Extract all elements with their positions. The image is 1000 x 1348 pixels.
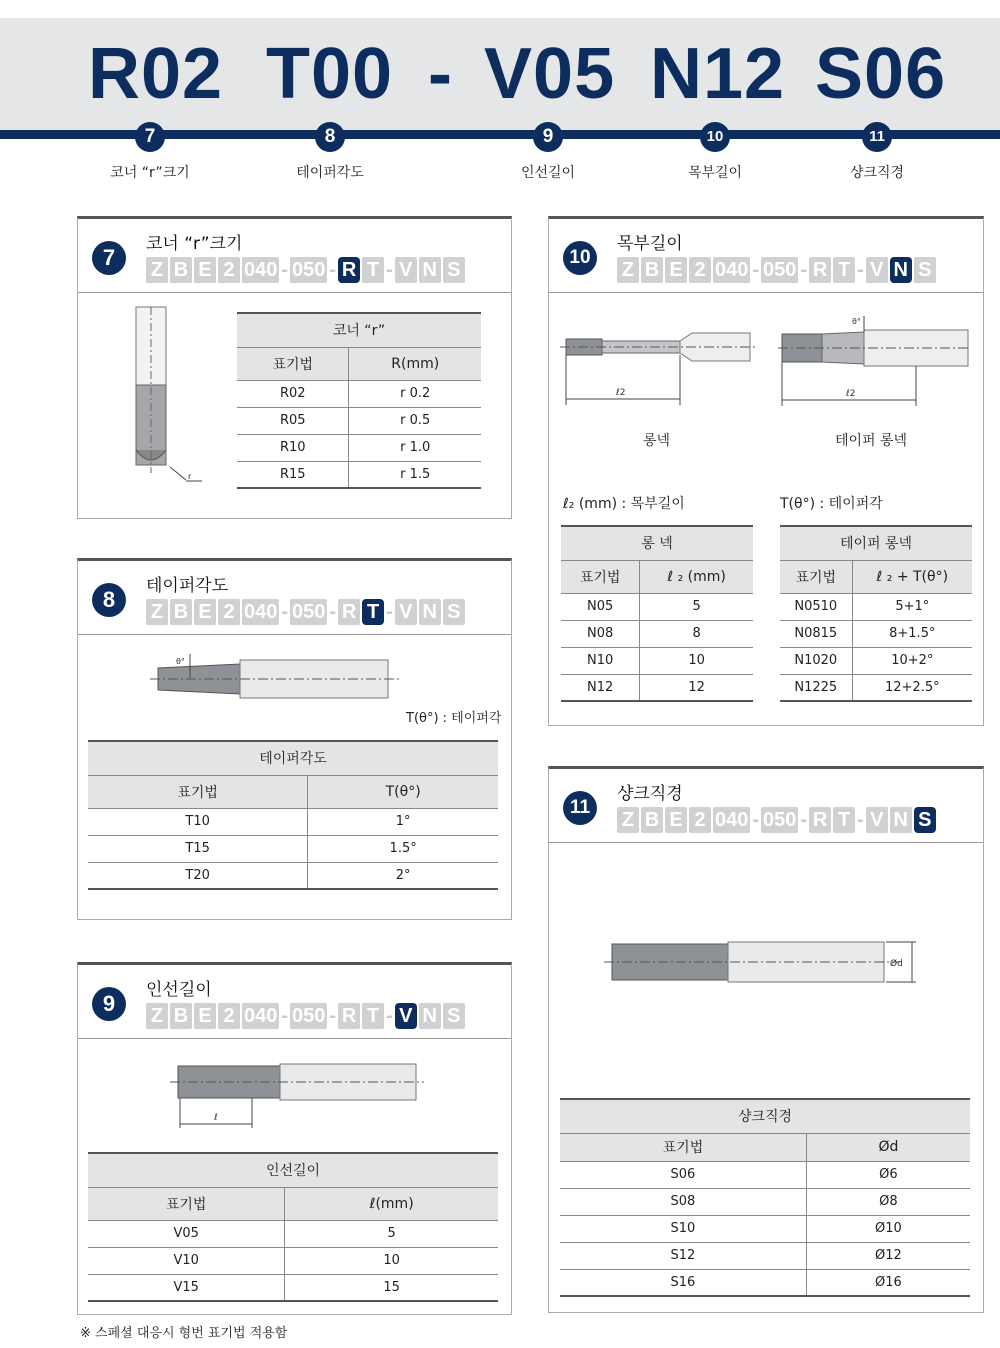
table-row [561,647,753,674]
table-cell: 5 [285,1220,498,1247]
table-row [560,1269,970,1296]
table-cell: 12 [640,674,753,701]
table-title: 롱 넥 [561,526,753,560]
section-header [549,769,983,843]
table-cell: 8 [640,620,753,647]
section-header [78,965,511,1039]
code-chip: E [665,807,687,833]
table-title: 테이퍼각도 [88,741,498,775]
table-row [561,593,753,620]
code-chip-row [617,807,936,833]
code-chip: - [386,601,393,623]
taper-long-neck-table [780,525,972,702]
code-chip: T [833,807,855,833]
code-chip: 050 [292,601,326,623]
taper-note: T(θ°) : 테이퍼각 [406,711,502,726]
code-chip: N [419,599,441,625]
code-chip: Z [146,1003,168,1029]
marker-8: 8 [315,122,345,152]
code-chip: E [194,1003,216,1029]
angle-label: θ° [176,657,185,666]
table-cell: 5 [640,593,753,620]
section-header [78,219,511,293]
table-row [88,862,498,889]
table-row [561,620,753,647]
table-row [780,647,972,674]
code-chip: N [419,1003,441,1029]
table-cell: S06 [560,1161,806,1188]
table-cell: R02 [237,380,349,407]
code-chip: E [194,599,216,625]
code-chip: - [329,1005,337,1027]
code-dash: - [428,34,453,114]
section-number: 11 [563,791,597,825]
col-header: ℓ(mm) [285,1187,498,1220]
table-cell: 2° [308,862,498,889]
taper-table [88,740,498,890]
table-row [560,1242,970,1269]
code-chip: E [665,257,687,283]
section-title: 샹크직경 [617,784,683,804]
code-chip: V [866,807,888,833]
code-chip-active: T [362,599,384,625]
table-cell: T10 [88,808,308,835]
code-chip: B [170,1003,192,1029]
code-chip: - [386,259,393,281]
col-header: ℓ ₂ (mm) [640,560,753,593]
marker-10-caption: 목부길이 [687,165,743,181]
section-number: 10 [563,241,597,275]
code-chip: 2 [689,257,711,283]
table-cell: N12 [561,674,640,701]
table-cell: r 0.5 [349,407,481,434]
col-header: 표기법 [88,1187,285,1220]
code-chip: R [338,1003,360,1029]
table-cell: 8+1.5° [852,620,972,647]
code-chip: - [800,259,808,281]
code-chip: R [338,599,360,625]
code-chip: Z [617,257,639,283]
table-cell: S16 [560,1269,806,1296]
code-v: V05 [484,34,616,114]
code-chip-active: R [338,257,360,283]
table-cell: 5+1° [852,593,972,620]
code-chip: 050 [763,259,797,281]
table-cell: N1020 [780,647,852,674]
table-row [237,434,481,461]
code-chip: - [329,259,337,281]
code-chip: B [170,257,192,283]
table-cell: N08 [561,620,640,647]
long-neck-drawing [560,315,760,410]
table-cell: V10 [88,1247,285,1274]
code-chip: S [443,1003,465,1029]
code-chip: - [386,1005,393,1027]
col-header: 표기법 [237,347,349,380]
code-chip: 050 [292,259,326,281]
table-row [88,835,498,862]
table-cell: r 1.0 [349,434,481,461]
table-cell: V05 [88,1220,285,1247]
code-chip: V [395,257,417,283]
table-cell: N0510 [780,593,852,620]
code-chip: N [419,257,441,283]
table-row [237,461,481,488]
code-chip: Z [146,257,168,283]
code-chip: - [281,601,289,623]
table-cell: S10 [560,1215,806,1242]
table-row [780,593,972,620]
table-title: 코너 “r” [237,313,481,347]
shank-table [560,1098,970,1297]
table-cell: 10 [285,1247,498,1274]
table-row [237,407,481,434]
table-row [780,620,972,647]
table-cell: r 0.2 [349,380,481,407]
code-chip: 040 [715,809,749,831]
table-row [560,1188,970,1215]
long-neck-table [561,525,753,702]
col-header: 표기법 [780,560,852,593]
table-cell: S08 [560,1188,806,1215]
code-chip: 040 [244,601,278,623]
code-chip: Z [146,599,168,625]
cutting-length-table [88,1152,498,1302]
table-cell: R05 [237,407,349,434]
marker-9: 9 [533,122,563,152]
table-cell: Ø6 [806,1161,970,1188]
code-chip: N [890,807,912,833]
table-cell: Ø12 [806,1242,970,1269]
table-title: 샹크직경 [560,1099,970,1133]
r-dimension-label: r [188,472,192,481]
section-title: 인선길이 [146,980,212,1000]
code-chip-active: N [890,257,912,283]
code-chip: T [833,257,855,283]
table-row [88,1274,498,1301]
code-chip: E [194,257,216,283]
table-cell: 1.5° [308,835,498,862]
code-t: T00 [266,34,394,114]
code-chip: T [362,1003,384,1029]
section-header [78,561,511,635]
section-header [549,219,983,293]
code-chip: S [914,257,936,283]
taper-long-neck-drawing [778,312,974,410]
code-chip-active: V [395,1003,417,1029]
section-title: 코너 “r”크기 [146,234,243,254]
code-chip: 2 [218,1003,240,1029]
code-chip: - [281,1005,289,1027]
corner-r-table [237,312,481,489]
code-n: N12 [650,34,786,114]
table-title: 테이퍼 롱넥 [780,526,972,560]
marker-11-caption: 샹크직경 [849,165,905,181]
code-chip: B [641,257,663,283]
col-header: T(θ°) [308,775,498,808]
neck-length-note: ℓ₂ (mm) : 목부길이 [563,496,685,512]
code-s: S06 [815,34,947,114]
code-chip: 050 [763,809,797,831]
taper-tool-drawing [150,648,410,708]
marker-7: 7 [135,122,165,152]
code-chip: R [809,257,831,283]
shank-tool-drawing [604,936,934,996]
d-dimension-label: Ød [890,959,903,969]
code-chip: T [362,257,384,283]
l-dimension-label: ℓ [214,1113,218,1123]
table-cell: N05 [561,593,640,620]
table-cell: 15 [285,1274,498,1301]
code-chip: 040 [244,1005,278,1027]
code-chip: - [752,259,760,281]
l2-dimension-label: ℓ2 [616,388,626,398]
code-chip: B [170,599,192,625]
col-header: 표기법 [88,775,308,808]
section-number: 9 [92,987,126,1021]
code-chip: 040 [715,259,749,281]
code-r: R02 [88,34,224,114]
code-chip: - [857,809,864,831]
corner-r-tool-drawing [120,305,220,495]
table-cell: R15 [237,461,349,488]
col-header: R(mm) [349,347,481,380]
table-cell: R10 [237,434,349,461]
table-cell: Ø8 [806,1188,970,1215]
table-cell: N0815 [780,620,852,647]
section-title: 목부길이 [617,234,683,254]
table-row [560,1215,970,1242]
code-chip: 2 [218,599,240,625]
footnote: ※ 스페셜 대응시 형번 표기법 적용함 [80,1326,288,1341]
table-cell: 10+2° [852,647,972,674]
taper-angle-note: T(θ°) : 테이퍼각 [780,496,883,512]
code-chip: 040 [244,259,278,281]
table-cell: r 1.5 [349,461,481,488]
marker-10: 10 [700,122,730,152]
code-chip: - [857,259,864,281]
table-cell: Ø10 [806,1215,970,1242]
table-cell: T20 [88,862,308,889]
table-row [88,1220,498,1247]
section-number: 8 [92,583,126,617]
table-cell: 12+2.5° [852,674,972,701]
code-chip-row [146,599,465,625]
code-chip: S [443,257,465,283]
code-chip-active: S [914,807,936,833]
code-chip: 2 [218,257,240,283]
table-row [561,674,753,701]
table-cell: N10 [561,647,640,674]
table-cell: V15 [88,1274,285,1301]
code-chip: 050 [292,1005,326,1027]
l2-dimension-label: ℓ2 [846,389,856,399]
code-chip-row [146,257,465,283]
table-cell: 1° [308,808,498,835]
table-cell: 10 [640,647,753,674]
code-chip: Z [617,807,639,833]
code-chip: 2 [689,807,711,833]
code-chip: S [443,599,465,625]
marker-9-caption: 인선길이 [520,165,576,181]
code-chip: - [329,601,337,623]
code-chip-row [146,1003,465,1029]
col-header: 표기법 [561,560,640,593]
marker-8-caption: 테이퍼각도 [296,165,364,181]
table-cell: N1225 [780,674,852,701]
taper-long-neck-caption: 테이퍼 롱넥 [835,433,908,449]
table-row [237,380,481,407]
section-number: 7 [92,241,126,275]
cutting-length-tool-drawing [170,1058,430,1134]
col-header: Ød [806,1133,970,1161]
marker-7-caption: 코너 “r”크기 [110,165,190,181]
table-row [780,674,972,701]
table-cell: T15 [88,835,308,862]
long-neck-caption: 롱넥 [643,433,671,449]
col-header: ℓ ₂ + T(θ°) [852,560,972,593]
col-header: 표기법 [560,1133,806,1161]
code-chip: R [809,807,831,833]
table-title: 인선길이 [88,1153,498,1187]
code-chip: - [281,259,289,281]
table-row [88,808,498,835]
table-row [88,1247,498,1274]
code-chip: - [800,809,808,831]
code-chip: - [752,809,760,831]
code-chip: B [641,807,663,833]
marker-11: 11 [862,122,892,152]
code-chip: V [395,599,417,625]
code-chip: V [866,257,888,283]
section-title: 테이퍼각도 [146,576,229,596]
code-chip-row [617,257,936,283]
angle-label: θ° [852,317,861,326]
table-cell: Ø16 [806,1269,970,1296]
table-cell: S12 [560,1242,806,1269]
table-row [560,1161,970,1188]
